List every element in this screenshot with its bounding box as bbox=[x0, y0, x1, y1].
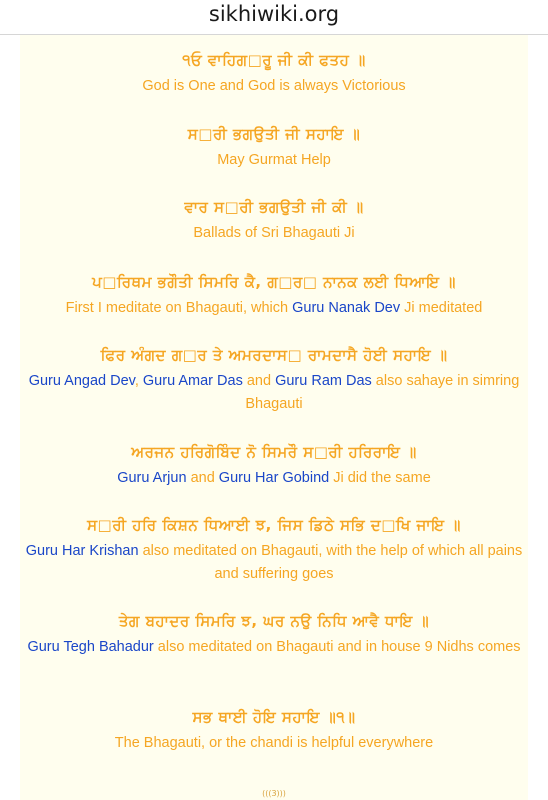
translation-text: The Bhagauti, or the chandi is helpful everywhere bbox=[114, 735, 434, 751]
link-guru-har-gobind[interactable]: Guru Har Gobind bbox=[218, 470, 330, 486]
verse-gurmukhi: ੧ਓ ਵਾਹਿਗ□ਰੂ ਜੀ ਕੀ ਫਤਹ ॥ bbox=[182, 51, 366, 69]
verse-translation bbox=[20, 297, 528, 320]
translation-text: also sahaye in simring Bhagauti bbox=[245, 373, 520, 412]
translation-text: and bbox=[242, 373, 276, 389]
translation-text: May Gurmat Help bbox=[217, 152, 331, 168]
link-guru-arjun[interactable]: Guru Arjun bbox=[117, 470, 187, 486]
site-url[interactable]: sikhiwiki.org bbox=[208, 2, 340, 26]
link-guru-angad-dev[interactable]: Guru Angad Dev bbox=[28, 373, 135, 389]
link-guru-nanak-dev[interactable]: Guru Nanak Dev bbox=[292, 300, 401, 316]
verse-translation bbox=[20, 75, 528, 98]
verse-gurmukhi: ਫਿਰ ਅੰਗਦ ਗ□ਰ ਤੇ ਅਮਰਦਾਸ□ ਰਾਮਦਾਸੈ ਹੋਈ ਸਹਾਇ ॥ bbox=[100, 346, 448, 364]
verse-1 bbox=[20, 51, 528, 98]
verse-6 bbox=[20, 443, 528, 490]
verse-translation bbox=[20, 540, 528, 586]
verse-translation bbox=[20, 149, 528, 172]
verse-7 bbox=[20, 516, 528, 586]
verse-translation bbox=[20, 222, 528, 245]
translation-text: Ballads of Sri Bhagauti Ji bbox=[193, 225, 355, 241]
translation-text: also meditated on Bhagauti, with the help of which all pains and suffering goes bbox=[138, 543, 523, 582]
verse-gurmukhi: ਵਾਰ ਸ□ਰੀ ਭਗਉਤੀ ਜੀ ਕੀ ॥ bbox=[184, 198, 364, 216]
verse-9 bbox=[20, 708, 528, 755]
verse-translation bbox=[20, 636, 528, 659]
link-guru-amar-das[interactable]: Guru Amar Das bbox=[142, 373, 243, 389]
translation-text: Ji meditated bbox=[400, 300, 483, 316]
translation-text: First I meditate on Bhagauti, which bbox=[65, 300, 293, 316]
verse-translation bbox=[20, 467, 528, 490]
verse-gurmukhi: ਸ□ਰੀ ਹਰਿ ਕਿਸ਼ਨ ਧਿਆਈ ਝ, ਜਿਸ ਡਿਠੇ ਸਭਿ ਦ□ਖਿ ਜਾਇ ॥ bbox=[87, 516, 461, 534]
verse-2 bbox=[20, 125, 528, 172]
browser-address-bar[interactable] bbox=[0, 0, 548, 35]
translation-text: , bbox=[134, 373, 143, 389]
verse-gurmukhi: ਸ□ਰੀ ਭਗਉਤੀ ਜੀ ਸਹਾਇ ॥ bbox=[187, 125, 361, 143]
translation-text: Ji did the same bbox=[329, 470, 431, 486]
pager-indicator[interactable]: (((3))) bbox=[262, 789, 286, 798]
page-content bbox=[20, 35, 528, 800]
verse-translation bbox=[20, 732, 528, 755]
verse-gurmukhi: ਤੇਗ ਬਹਾਦਰ ਸਿਮਰਿ ਝ, ਘਰ ਨਉ ਨਿਧਿ ਆਵੈ ਧਾਇ ॥ bbox=[118, 612, 430, 630]
verse-gurmukhi: ਸਭ ਥਾਈ ਹੋਇ ਸਹਾਇ ॥੧॥ bbox=[192, 708, 356, 726]
link-guru-har-krishan[interactable]: Guru Har Krishan bbox=[25, 543, 139, 559]
link-guru-tegh-bahadur[interactable]: Guru Tegh Bahadur bbox=[27, 639, 154, 655]
verse-4 bbox=[20, 273, 528, 320]
verse-5 bbox=[20, 346, 528, 416]
translation-text: God is One and God is always Victorious bbox=[142, 78, 406, 94]
verse-gurmukhi: ਅਰਜਨ ਹਰਿਗੋਬਿੰਦ ਨੋ ਸਿਮਰੌ ਸ□ਰੀ ਹਰਿਰਾਇ ॥ bbox=[131, 443, 417, 461]
verse-3 bbox=[20, 198, 528, 245]
translation-text: and bbox=[186, 470, 219, 486]
translation-text: also meditated on Bhagauti and in house 9 Nidhs comes bbox=[153, 639, 521, 655]
verse-translation bbox=[20, 370, 528, 416]
verse-gurmukhi: ਪ□ਰਿਥਮ ਭਗੌਤੀ ਸਿਮਰਿ ਕੈ, ਗ□ਰ□ ਨਾਨਕ ਲਈ ਧਿਆਇ ॥ bbox=[92, 273, 456, 291]
verse-8 bbox=[20, 612, 528, 659]
link-guru-ram-das[interactable]: Guru Ram Das bbox=[275, 373, 372, 389]
